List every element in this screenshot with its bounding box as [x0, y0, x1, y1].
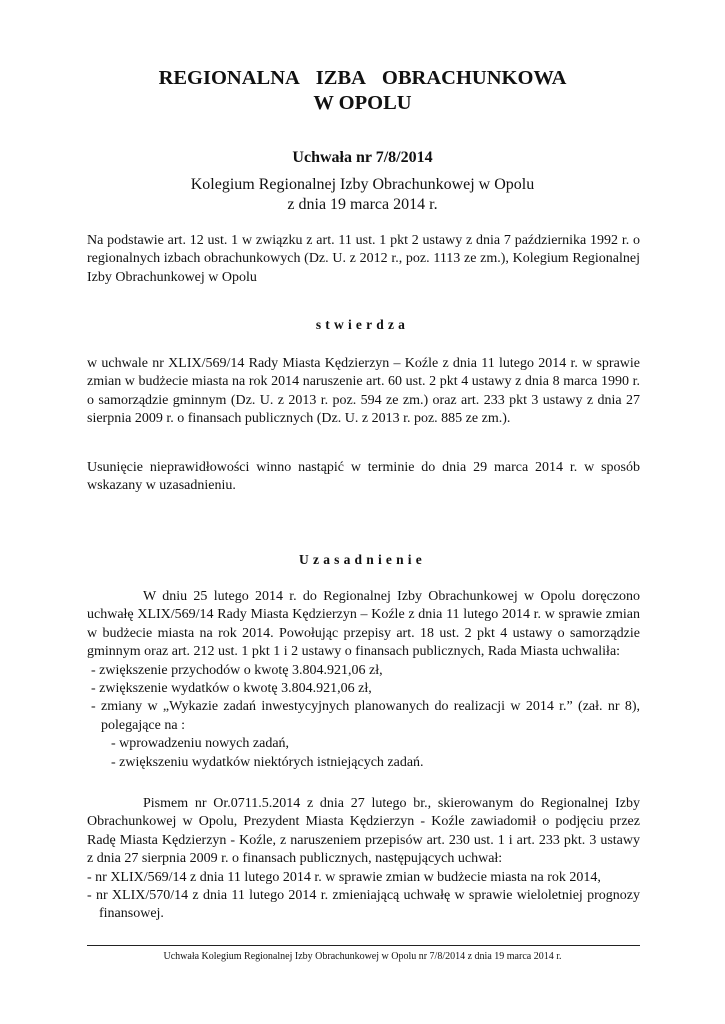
stwierdza-heading: stwierdza: [315, 317, 410, 332]
sub-list-item: - wprowadzeniu nowych zadań,: [111, 736, 290, 752]
sub-list-item: - zwiększeniu wydatków niektórych istniejących zadań.: [111, 754, 424, 770]
justification-paragraph-1: W dniu 25 lutego 2014 r. do Regionalnej Izby Obrachunkowej w Opolu doręczono uchwałę XLIX/569/14 Rady Miasta Kędzierzyn – Koźle z dnia 11 lutego 2014 r. w sprawie zmian w budżecie miasta na rok 2014. Powołując przepisy art. 18 ust. 2 pkt 4 ustawy o samorządzie gminnym oraz art. 212 ust. 1 pkt 1 i 2 ustawy o finansach publicznych, Rada Miasta uchwaliła:: [87, 589, 640, 660]
footer-divider: [87, 945, 640, 946]
finding-paragraph: w uchwale nr XLIX/569/14 Rady Miasta Kędzierzyn – Koźle z dnia 11 lutego 2014 r. w sprawie zmian w budżecie miasta na rok 2014 naruszenie art. 60 ust. 2 pkt 4 ustawy z dnia 8 marca 1990 r. o samorządzie gminnym (Dz. U. z 2013 r. poz. 594 ze zm.) oraz art. 233 pkt 3 ustawy z dnia 27 sierpnia 2009 r. o finansach publicznych (Dz. U. z 2013 r. poz. 885 ze zm.).: [87, 356, 640, 427]
list-item: - nr XLIX/570/14 z dnia 11 lutego 2014 r. zmieniającą uchwałę w sprawie wieloletniej prognozy finansowej.: [87, 888, 640, 922]
legal-basis-paragraph: Na podstawie art. 12 ust. 1 w związku z art. 11 ust. 1 pkt 2 ustawy z dnia 7 października 1992 r. o regionalnych izbach obrachunkowych (Dz. U. z 2012 r., poz. 1113 ze zm.), Kolegium Regionalnej Izby Obrachunkowej w Opolu: [87, 233, 640, 285]
resolution-number: Uchwała nr 7/8/2014: [292, 149, 433, 166]
resolution-date: z dnia 19 marca 2014 r.: [287, 196, 438, 213]
justification-paragraph-2: Pismem nr Or.0711.5.2014 z dnia 27 lutego br., skierowanym do Regionalnej Izby Obrachunkowej w Opolu, Prezydent Miasta Kędzierzyn - Koźle zawiadomił o podjęciu przez Radę Miasta Kędzierzyn - Koźle, z naruszeniem przepisów art. 230 ust. 1 i art. 233 pkt. 3 ustawy z dnia 27 sierpnia 2009 r. o finansach publicznych, następujących uchwał:: [87, 796, 640, 867]
list-item: - nr XLIX/569/14 z dnia 11 lutego 2014 r. w sprawie zmian w budżecie miasta na rok 2014,: [87, 869, 601, 885]
header-city: W OPOLU: [313, 92, 412, 114]
page-footer: Uchwała Kolegium Regionalnej Izby Obrachunkowej w Opolu nr 7/8/2014 z dnia 19 marca 2014 r.: [163, 951, 562, 962]
list-item: - zwiększenie wydatków o kwotę 3.804.921,06 zł,: [91, 681, 372, 697]
resolution-issuer: Kolegium Regionalnej Izby Obrachunkowej w Opolu: [190, 176, 535, 193]
list-item: - zmiany w „Wykazie zadań inwestycyjnych planowanych do realizacji w 2014 r.” (zał. nr 8), polegające na :: [91, 699, 640, 733]
resolution-issuer-block: [0, 175, 725, 215]
document-header: [0, 66, 725, 116]
list-item: - zwiększenie przychodów o kwotę 3.804.921,06 zł,: [91, 662, 383, 678]
justification-section: [87, 588, 640, 772]
header-institution-name: REGIONALNA IZBA OBRACHUNKOWA: [158, 67, 567, 89]
justification-heading: Uzasadnienie: [299, 552, 426, 567]
deadline-paragraph: Usunięcie nieprawidłowości winno nastąpić w terminie do dnia 29 marca 2014 r. w sposób wskazany w uzasadnieniu.: [87, 460, 640, 494]
justification-section-2: [87, 795, 640, 924]
